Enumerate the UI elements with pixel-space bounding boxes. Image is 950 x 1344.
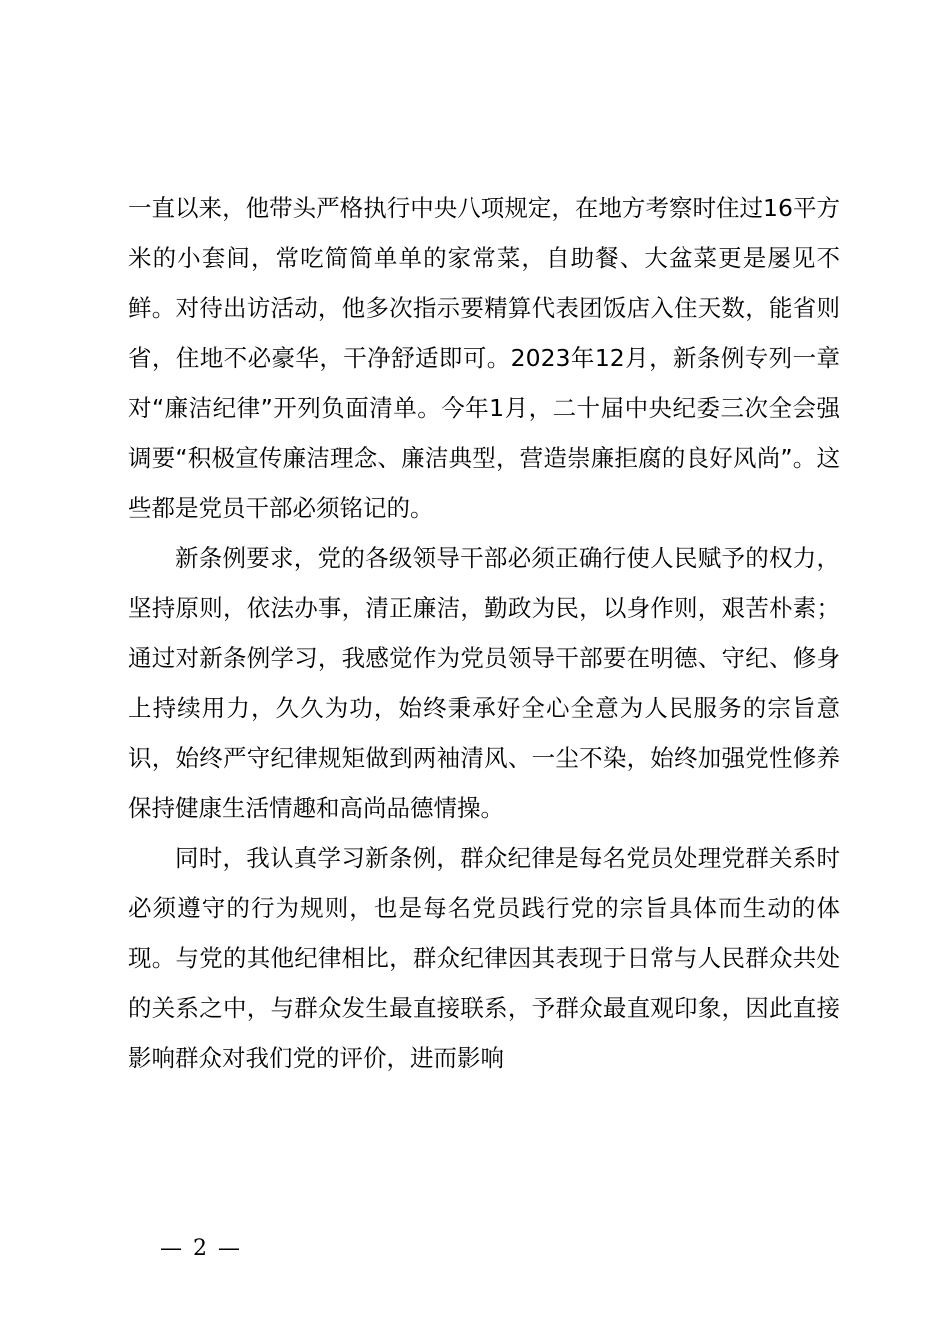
paragraph-3: 同时，我认真学习新条例，群众纪律是每名党员处理党群关系时必须遵守的行为规则，也是每名党员践行党的宗旨具体而生动的体现。与党的其他纪律相比，群众纪律因其表现于日常与人民群众共处的关系之中，与群众发生最直接联系，予群众最直观印象，因此直接影响群众对我们党的评价，进而影响 [128, 844, 840, 1072]
document-body [128, 183, 840, 1083]
page-number: — 2 — [160, 1236, 242, 1261]
paragraph-1: 一直以来，他带头严格执行中央八项规定，在地方考察时住过16平方米的小套间，常吃简简单单的家常菜，自助餐、大盆菜更是屡见不鲜。对待出访活动，他多次指示要精算代表团饭店入住天数，能省则省，住地不必豪华，干净舒适即可。2023年12月，新条例专列一章对“廉洁纪律”开列负面清单。今年1月，二十届中央纪委三次全会强调要“积极宣传廉洁理念、廉洁典型，营造崇廉拒腐的良好风尚”。这些都是党员干部必须铭记的。 [128, 194, 840, 522]
paragraph-2: 新条例要求，党的各级领导干部必须正确行使人民赋予的权力，坚持原则，依法办事，清正廉洁，勤政为民，以身作则，艰苦朴素；通过对新条例学习，我感觉作为党员领导干部要在明德、守纪、修身上持续用力，久久为功，始终秉承好全心全意为人民服务的宗旨意识，始终严守纪律规矩做到两袖清风、一尘不染，始终加强党性修养保持健康生活情趣和高尚品德情操。 [128, 544, 840, 822]
